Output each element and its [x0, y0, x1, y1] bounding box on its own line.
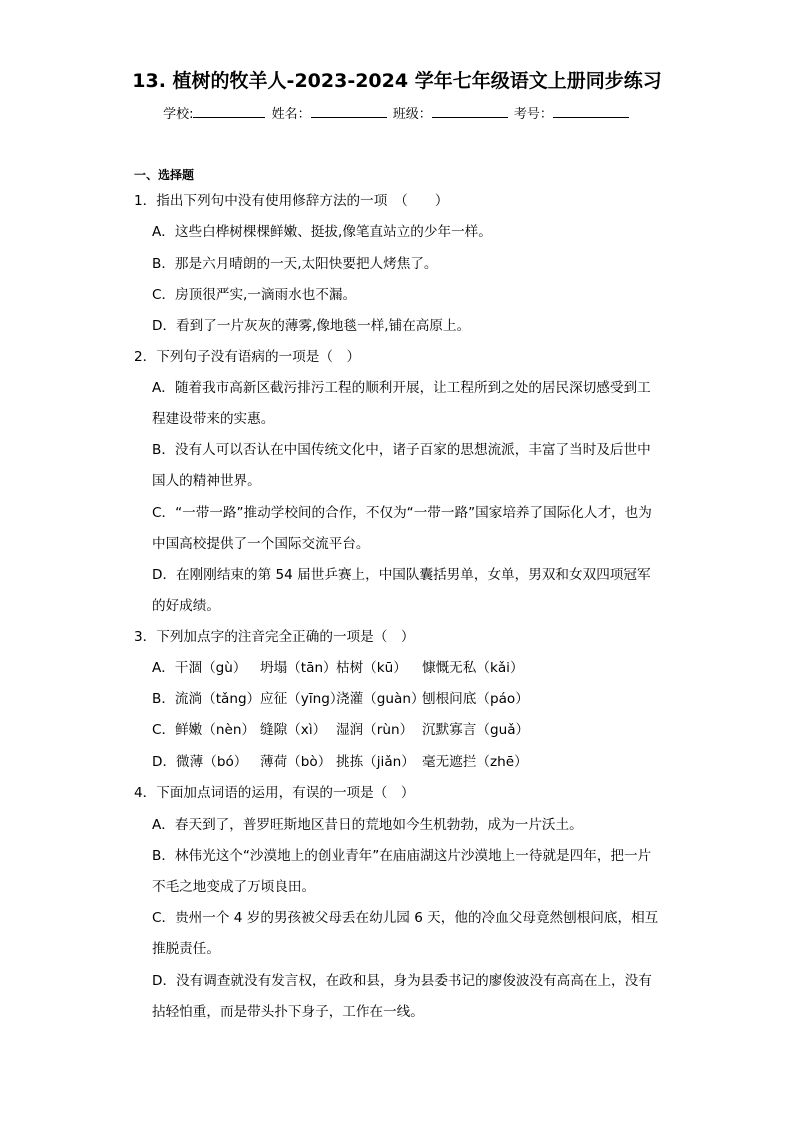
option-term: 沉默寡言（guǎ）	[422, 722, 530, 738]
question-2-option-c-line-1: C．“一带一路”推动学校间的合作，不仅为“一带一路”国家培养了国际化人才，也为	[152, 505, 652, 521]
student-info-row	[0, 103, 794, 122]
option-term: 刨根问底（páo）	[422, 691, 529, 707]
option-term: 毫无遮拦（zhē）	[422, 754, 528, 770]
question-4-stem: 4．下面加点词语的运用，有误的一项是（ ）	[134, 785, 415, 801]
option-term: 浇灌（guàn）	[336, 691, 425, 707]
option-term: B．流淌（tǎng）	[152, 691, 261, 707]
question-4-option-d-line-1: D．没有调查就没有发言权，在政和县，身为县委书记的廖俊波没有高高在上，没有	[152, 973, 652, 989]
question-3-option-a	[152, 659, 524, 677]
school-label: 学校:	[163, 107, 194, 122]
name-label: 姓名：	[271, 107, 311, 122]
exam-number-label: 考号：	[513, 107, 553, 122]
question-4-option-a: A．春天到了，普罗旺斯地区昔日的荒地如今生机勃勃，成为一片沃土。	[152, 817, 583, 833]
option-term: C．鲜嫩（nèn）	[152, 722, 256, 738]
question-4-option-b-line-2: 不毛之地变成了万顷良田。	[152, 879, 316, 895]
question-2-option-a-line-2: 程建设带来的实惠。	[152, 411, 275, 427]
question-2-option-a-line-1: A．随着我市高新区截污排污工程的顺利开展，让工程所到之处的居民深切感受到工	[152, 380, 651, 396]
question-3-option-d	[152, 753, 528, 771]
question-2-option-b-line-2: 国人的精神世界。	[152, 473, 261, 489]
question-1-option-a: A．这些白桦树棵棵鲜嫩、挺拔,像笔直站立的少年一样。	[152, 224, 492, 240]
option-term: 慷慨无私（kǎi）	[422, 660, 524, 676]
question-1-option-c: C．房顶很严实,一滴雨水也不漏。	[152, 287, 357, 303]
question-4-option-c-line-1: C．贵州一个 4 岁的男孩被父母丢在幼儿园 6 天，他的冷血父母竟然刨根问底，相互	[152, 910, 659, 926]
question-1-option-b: B．那是六月晴朗的一天,太阳快要把人烤焦了。	[152, 256, 438, 272]
question-1-stem: 1．指出下列句中没有使用修辞方法的一项 （ ）	[134, 193, 449, 209]
option-term: 薄荷（bò）	[260, 754, 332, 770]
school-blank	[193, 103, 265, 118]
question-2-option-d-line-2: 的好成绩。	[152, 598, 220, 614]
option-term: 湿润（rùn）	[336, 722, 414, 738]
option-term: A．干涸（gù）	[152, 660, 247, 676]
option-term: 应征（yīng）	[260, 691, 344, 707]
name-blank	[311, 103, 387, 118]
question-1-option-d: D．看到了一片灰灰的薄雾,像地毯一样,铺在高原上。	[152, 318, 471, 334]
class-blank	[432, 103, 508, 118]
option-term: 挑拣（jiǎn）	[336, 754, 415, 770]
option-term: 枯树（kū）	[336, 660, 407, 676]
option-term: 缝隙（xì）	[260, 722, 327, 738]
question-4-option-b-line-1: B．林伟光这个“沙漠地上的创业青年”在庙庙湖这片沙漠地上一待就是四年，把一片	[152, 848, 652, 864]
question-3-option-b	[152, 690, 529, 708]
document-title: 13. 植树的牧羊人-2023-2024 学年七年级语文上册同步练习	[132, 70, 662, 92]
question-2-stem: 2．下列句子没有语病的一项是（ ）	[134, 349, 361, 365]
question-2-option-d-line-1: D．在刚刚结束的第 54 届世乒赛上，中国队囊括男单，女单，男双和女双四项冠军	[152, 567, 651, 583]
question-2-option-b-line-1: B．没有人可以否认在中国传统文化中，诸子百家的思想流派，丰富了当时及后世中	[152, 442, 651, 458]
question-3-option-c	[152, 721, 529, 739]
option-term: D．微薄（bó）	[152, 754, 248, 770]
exam-number-blank	[553, 103, 629, 118]
question-3-stem: 3．下列加点字的注音完全正确的一项是（ ）	[134, 629, 415, 645]
class-label: 班级：	[392, 107, 432, 122]
question-4-option-d-line-2: 拈轻怕重，而是带头扑下身子，工作在一线。	[152, 1004, 424, 1020]
question-2-option-c-line-2: 中国高校提供了一个国际交流平台。	[152, 536, 370, 552]
section-heading: 一、选择题	[134, 168, 195, 182]
option-term: 坍塌（tān）	[260, 660, 337, 676]
question-4-option-c-line-2: 推脱责任。	[152, 941, 220, 957]
